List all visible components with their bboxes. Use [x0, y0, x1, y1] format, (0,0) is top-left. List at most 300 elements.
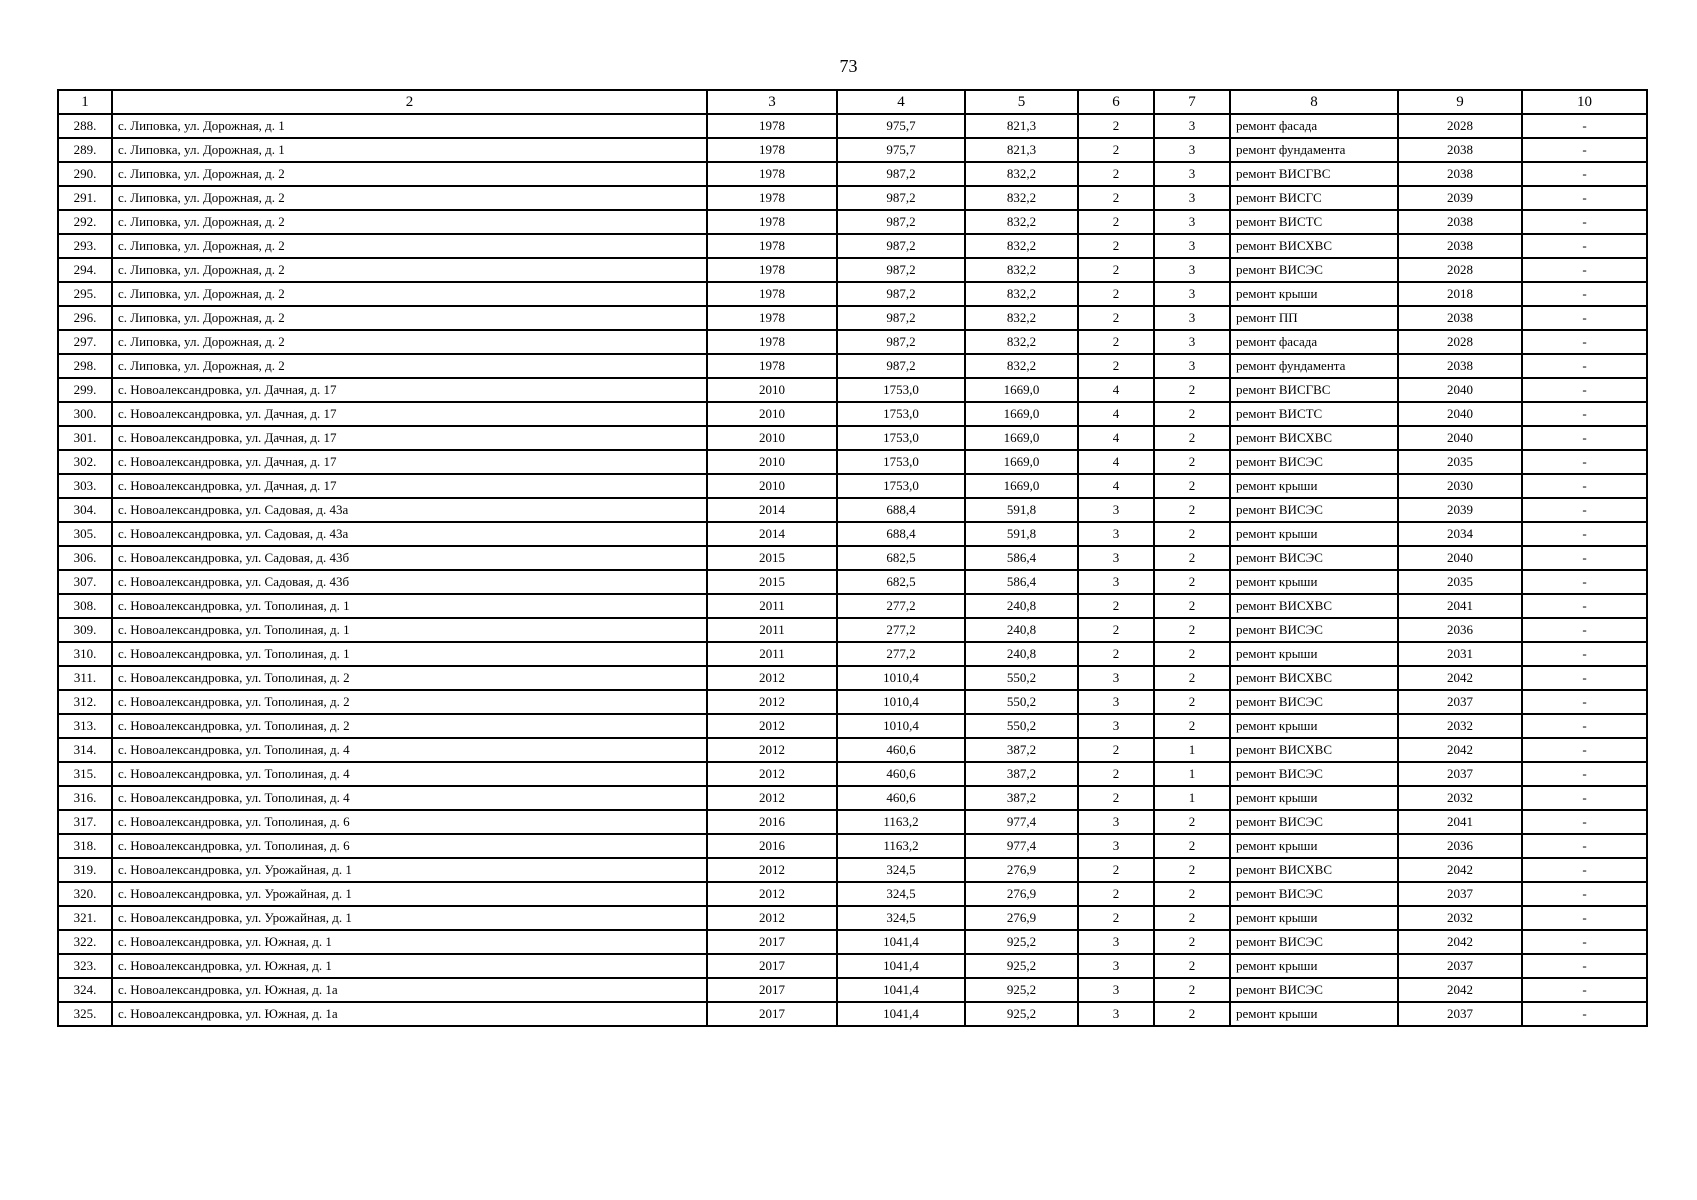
floors-cell: 4	[1078, 426, 1154, 450]
page-number: 73	[839, 56, 858, 76]
living-area-cell: 832,2	[965, 162, 1078, 186]
entrances-cell: 2	[1154, 498, 1230, 522]
table-row	[58, 210, 1647, 234]
address-cell: с. Липовка, ул. Дорожная, д. 2	[112, 306, 707, 330]
row-number-cell: 297.	[58, 330, 112, 354]
address-cell: с. Липовка, ул. Дорожная, д. 2	[112, 234, 707, 258]
note-cell: -	[1522, 258, 1647, 282]
address-cell: с. Новоалександровка, ул. Тополиная, д. 1	[112, 594, 707, 618]
planned-year-cell: 2035	[1398, 570, 1522, 594]
work-type-cell: ремонт ВИСЭС	[1230, 498, 1398, 522]
table-row	[58, 330, 1647, 354]
floors-cell: 2	[1078, 882, 1154, 906]
entrances-cell: 1	[1154, 786, 1230, 810]
column-header: 3	[707, 90, 837, 114]
entrances-cell: 3	[1154, 138, 1230, 162]
address-cell: с. Новоалександровка, ул. Тополиная, д. 2	[112, 666, 707, 690]
entrances-cell: 3	[1154, 354, 1230, 378]
note-cell: -	[1522, 210, 1647, 234]
living-area-cell: 591,8	[965, 498, 1078, 522]
entrances-cell: 2	[1154, 474, 1230, 498]
living-area-cell: 832,2	[965, 186, 1078, 210]
note-cell: -	[1522, 738, 1647, 762]
total-area-cell: 975,7	[837, 114, 965, 138]
floors-cell: 4	[1078, 378, 1154, 402]
planned-year-cell: 2038	[1398, 354, 1522, 378]
planned-year-cell: 2040	[1398, 426, 1522, 450]
work-type-cell: ремонт фасада	[1230, 114, 1398, 138]
address-cell: с. Новоалександровка, ул. Урожайная, д. 1	[112, 858, 707, 882]
table-row	[58, 714, 1647, 738]
note-cell: -	[1522, 666, 1647, 690]
planned-year-cell: 2042	[1398, 930, 1522, 954]
work-type-cell: ремонт ВИСЭС	[1230, 762, 1398, 786]
row-number-cell: 288.	[58, 114, 112, 138]
year-cell: 2012	[707, 906, 837, 930]
entrances-cell: 1	[1154, 762, 1230, 786]
entrances-cell: 2	[1154, 954, 1230, 978]
address-cell: с. Новоалександровка, ул. Садовая, д. 43б	[112, 546, 707, 570]
table-row	[58, 762, 1647, 786]
planned-year-cell: 2042	[1398, 666, 1522, 690]
planned-year-cell: 2037	[1398, 882, 1522, 906]
living-area-cell: 276,9	[965, 858, 1078, 882]
entrances-cell: 3	[1154, 282, 1230, 306]
table-row	[58, 378, 1647, 402]
planned-year-cell: 2041	[1398, 810, 1522, 834]
note-cell: -	[1522, 954, 1647, 978]
address-cell: с. Липовка, ул. Дорожная, д. 2	[112, 210, 707, 234]
address-cell: с. Новоалександровка, ул. Тополиная, д. 1	[112, 618, 707, 642]
entrances-cell: 2	[1154, 426, 1230, 450]
living-area-cell: 1669,0	[965, 402, 1078, 426]
row-number-cell: 298.	[58, 354, 112, 378]
year-cell: 2017	[707, 1002, 837, 1026]
note-cell: -	[1522, 570, 1647, 594]
note-cell: -	[1522, 186, 1647, 210]
floors-cell: 2	[1078, 594, 1154, 618]
floors-cell: 4	[1078, 450, 1154, 474]
register-table	[57, 89, 1648, 1027]
address-cell: с. Новоалександровка, ул. Тополиная, д. 1	[112, 642, 707, 666]
note-cell: -	[1522, 762, 1647, 786]
entrances-cell: 2	[1154, 906, 1230, 930]
address-cell: с. Новоалександровка, ул. Урожайная, д. 1	[112, 882, 707, 906]
living-area-cell: 925,2	[965, 978, 1078, 1002]
note-cell: -	[1522, 162, 1647, 186]
floors-cell: 3	[1078, 690, 1154, 714]
address-cell: с. Новоалександровка, ул. Тополиная, д. 4	[112, 738, 707, 762]
note-cell: -	[1522, 426, 1647, 450]
entrances-cell: 2	[1154, 402, 1230, 426]
planned-year-cell: 2040	[1398, 402, 1522, 426]
total-area-cell: 1010,4	[837, 666, 965, 690]
planned-year-cell: 2032	[1398, 906, 1522, 930]
total-area-cell: 1753,0	[837, 402, 965, 426]
living-area-cell: 1669,0	[965, 474, 1078, 498]
table-row	[58, 426, 1647, 450]
table-row	[58, 306, 1647, 330]
address-cell: с. Новоалександровка, ул. Садовая, д. 43а	[112, 498, 707, 522]
year-cell: 2012	[707, 714, 837, 738]
year-cell: 2017	[707, 930, 837, 954]
address-cell: с. Липовка, ул. Дорожная, д. 2	[112, 186, 707, 210]
note-cell: -	[1522, 906, 1647, 930]
floors-cell: 2	[1078, 114, 1154, 138]
entrances-cell: 3	[1154, 162, 1230, 186]
row-number-cell: 316.	[58, 786, 112, 810]
table-row	[58, 786, 1647, 810]
entrances-cell: 2	[1154, 570, 1230, 594]
total-area-cell: 324,5	[837, 906, 965, 930]
planned-year-cell: 2040	[1398, 378, 1522, 402]
note-cell: -	[1522, 834, 1647, 858]
note-cell: -	[1522, 354, 1647, 378]
total-area-cell: 1010,4	[837, 714, 965, 738]
work-type-cell: ремонт ВИСЭС	[1230, 810, 1398, 834]
work-type-cell: ремонт ВИСХВС	[1230, 858, 1398, 882]
column-header: 10	[1522, 90, 1647, 114]
note-cell: -	[1522, 594, 1647, 618]
living-area-cell: 832,2	[965, 282, 1078, 306]
year-cell: 2016	[707, 834, 837, 858]
note-cell: -	[1522, 978, 1647, 1002]
floors-cell: 2	[1078, 282, 1154, 306]
work-type-cell: ремонт крыши	[1230, 522, 1398, 546]
table-row	[58, 906, 1647, 930]
total-area-cell: 987,2	[837, 354, 965, 378]
entrances-cell: 2	[1154, 594, 1230, 618]
work-type-cell: ремонт крыши	[1230, 1002, 1398, 1026]
planned-year-cell: 2018	[1398, 282, 1522, 306]
floors-cell: 3	[1078, 522, 1154, 546]
table-row	[58, 690, 1647, 714]
note-cell: -	[1522, 1002, 1647, 1026]
living-area-cell: 1669,0	[965, 378, 1078, 402]
work-type-cell: ремонт ВИСХВС	[1230, 594, 1398, 618]
total-area-cell: 1753,0	[837, 426, 965, 450]
total-area-cell: 987,2	[837, 282, 965, 306]
column-header: 1	[58, 90, 112, 114]
year-cell: 2016	[707, 810, 837, 834]
table-row	[58, 834, 1647, 858]
living-area-cell: 240,8	[965, 642, 1078, 666]
note-cell: -	[1522, 690, 1647, 714]
entrances-cell: 2	[1154, 882, 1230, 906]
address-cell: с. Липовка, ул. Дорожная, д. 2	[112, 282, 707, 306]
row-number-cell: 318.	[58, 834, 112, 858]
planned-year-cell: 2042	[1398, 738, 1522, 762]
floors-cell: 3	[1078, 666, 1154, 690]
year-cell: 2010	[707, 474, 837, 498]
living-area-cell: 832,2	[965, 306, 1078, 330]
table-row	[58, 258, 1647, 282]
total-area-cell: 987,2	[837, 162, 965, 186]
floors-cell: 3	[1078, 834, 1154, 858]
total-area-cell: 460,6	[837, 738, 965, 762]
total-area-cell: 1753,0	[837, 378, 965, 402]
row-number-cell: 302.	[58, 450, 112, 474]
year-cell: 1978	[707, 114, 837, 138]
total-area-cell: 688,4	[837, 522, 965, 546]
floors-cell: 2	[1078, 738, 1154, 762]
year-cell: 2012	[707, 738, 837, 762]
living-area-cell: 1669,0	[965, 426, 1078, 450]
work-type-cell: ремонт ВИСЭС	[1230, 258, 1398, 282]
floors-cell: 2	[1078, 186, 1154, 210]
floors-cell: 2	[1078, 618, 1154, 642]
total-area-cell: 324,5	[837, 882, 965, 906]
floors-cell: 4	[1078, 474, 1154, 498]
living-area-cell: 586,4	[965, 570, 1078, 594]
total-area-cell: 987,2	[837, 234, 965, 258]
work-type-cell: ремонт фундамента	[1230, 354, 1398, 378]
entrances-cell: 2	[1154, 522, 1230, 546]
row-number-cell: 317.	[58, 810, 112, 834]
address-cell: с. Липовка, ул. Дорожная, д. 2	[112, 354, 707, 378]
total-area-cell: 1041,4	[837, 1002, 965, 1026]
planned-year-cell: 2037	[1398, 690, 1522, 714]
floors-cell: 2	[1078, 306, 1154, 330]
floors-cell: 2	[1078, 762, 1154, 786]
row-number-cell: 289.	[58, 138, 112, 162]
planned-year-cell: 2038	[1398, 306, 1522, 330]
table-row	[58, 186, 1647, 210]
floors-cell: 2	[1078, 906, 1154, 930]
year-cell: 1978	[707, 162, 837, 186]
living-area-cell: 925,2	[965, 930, 1078, 954]
entrances-cell: 2	[1154, 378, 1230, 402]
year-cell: 2011	[707, 594, 837, 618]
table-row	[58, 1002, 1647, 1026]
entrances-cell: 2	[1154, 834, 1230, 858]
address-cell: с. Новоалександровка, ул. Дачная, д. 17	[112, 402, 707, 426]
address-cell: с. Новоалександровка, ул. Дачная, д. 17	[112, 450, 707, 474]
total-area-cell: 682,5	[837, 570, 965, 594]
table-row	[58, 618, 1647, 642]
note-cell: -	[1522, 642, 1647, 666]
note-cell: -	[1522, 282, 1647, 306]
work-type-cell: ремонт ВИСГВС	[1230, 162, 1398, 186]
planned-year-cell: 2037	[1398, 954, 1522, 978]
table-row	[58, 162, 1647, 186]
entrances-cell: 3	[1154, 186, 1230, 210]
work-type-cell: ремонт ВИСХВС	[1230, 738, 1398, 762]
entrances-cell: 2	[1154, 690, 1230, 714]
total-area-cell: 987,2	[837, 306, 965, 330]
year-cell: 1978	[707, 234, 837, 258]
work-type-cell: ремонт ВИСЭС	[1230, 930, 1398, 954]
year-cell: 2010	[707, 450, 837, 474]
address-cell: с. Новоалександровка, ул. Садовая, д. 43б	[112, 570, 707, 594]
row-number-cell: 315.	[58, 762, 112, 786]
column-header: 2	[112, 90, 707, 114]
address-cell: с. Липовка, ул. Дорожная, д. 2	[112, 258, 707, 282]
year-cell: 1978	[707, 282, 837, 306]
table-row	[58, 666, 1647, 690]
floors-cell: 2	[1078, 234, 1154, 258]
planned-year-cell: 2040	[1398, 546, 1522, 570]
work-type-cell: ремонт ВИСГВС	[1230, 378, 1398, 402]
note-cell: -	[1522, 450, 1647, 474]
floors-cell: 3	[1078, 570, 1154, 594]
address-cell: с. Новоалександровка, ул. Тополиная, д. 6	[112, 810, 707, 834]
entrances-cell: 2	[1154, 978, 1230, 1002]
planned-year-cell: 2038	[1398, 210, 1522, 234]
note-cell: -	[1522, 378, 1647, 402]
floors-cell: 2	[1078, 354, 1154, 378]
floors-cell: 4	[1078, 402, 1154, 426]
planned-year-cell: 2036	[1398, 618, 1522, 642]
column-header: 8	[1230, 90, 1398, 114]
work-type-cell: ремонт ВИСТС	[1230, 210, 1398, 234]
table-row	[58, 138, 1647, 162]
note-cell: -	[1522, 306, 1647, 330]
row-number-cell: 325.	[58, 1002, 112, 1026]
work-type-cell: ремонт ВИСЭС	[1230, 546, 1398, 570]
row-number-cell: 295.	[58, 282, 112, 306]
entrances-cell: 3	[1154, 210, 1230, 234]
total-area-cell: 1163,2	[837, 834, 965, 858]
address-cell: с. Новоалександровка, ул. Урожайная, д. 1	[112, 906, 707, 930]
floors-cell: 3	[1078, 1002, 1154, 1026]
work-type-cell: ремонт крыши	[1230, 570, 1398, 594]
work-type-cell: ремонт крыши	[1230, 714, 1398, 738]
total-area-cell: 987,2	[837, 186, 965, 210]
note-cell: -	[1522, 402, 1647, 426]
table-row	[58, 522, 1647, 546]
year-cell: 1978	[707, 258, 837, 282]
total-area-cell: 1010,4	[837, 690, 965, 714]
living-area-cell: 550,2	[965, 714, 1078, 738]
entrances-cell: 2	[1154, 618, 1230, 642]
total-area-cell: 1163,2	[837, 810, 965, 834]
living-area-cell: 832,2	[965, 354, 1078, 378]
total-area-cell: 277,2	[837, 594, 965, 618]
work-type-cell: ремонт крыши	[1230, 282, 1398, 306]
year-cell: 1978	[707, 306, 837, 330]
year-cell: 2012	[707, 882, 837, 906]
year-cell: 2011	[707, 618, 837, 642]
table-row	[58, 498, 1647, 522]
floors-cell: 2	[1078, 258, 1154, 282]
living-area-cell: 387,2	[965, 762, 1078, 786]
row-number-cell: 324.	[58, 978, 112, 1002]
total-area-cell: 987,2	[837, 258, 965, 282]
address-cell: с. Новоалександровка, ул. Тополиная, д. 6	[112, 834, 707, 858]
row-number-cell: 321.	[58, 906, 112, 930]
planned-year-cell: 2038	[1398, 162, 1522, 186]
planned-year-cell: 2030	[1398, 474, 1522, 498]
entrances-cell: 3	[1154, 234, 1230, 258]
floors-cell: 2	[1078, 786, 1154, 810]
year-cell: 2014	[707, 522, 837, 546]
year-cell: 2017	[707, 978, 837, 1002]
living-area-cell: 240,8	[965, 618, 1078, 642]
living-area-cell: 832,2	[965, 258, 1078, 282]
note-cell: -	[1522, 474, 1647, 498]
table-row	[58, 570, 1647, 594]
row-number-cell: 300.	[58, 402, 112, 426]
note-cell: -	[1522, 714, 1647, 738]
entrances-cell: 2	[1154, 642, 1230, 666]
note-cell: -	[1522, 498, 1647, 522]
living-area-cell: 977,4	[965, 834, 1078, 858]
total-area-cell: 682,5	[837, 546, 965, 570]
table-row	[58, 594, 1647, 618]
row-number-cell: 313.	[58, 714, 112, 738]
table-body	[58, 114, 1647, 1026]
row-number-cell: 312.	[58, 690, 112, 714]
total-area-cell: 688,4	[837, 498, 965, 522]
address-cell: с. Липовка, ул. Дорожная, д. 1	[112, 138, 707, 162]
floors-cell: 2	[1078, 642, 1154, 666]
year-cell: 2010	[707, 378, 837, 402]
row-number-cell: 292.	[58, 210, 112, 234]
planned-year-cell: 2037	[1398, 1002, 1522, 1026]
address-cell: с. Липовка, ул. Дорожная, д. 2	[112, 162, 707, 186]
floors-cell: 3	[1078, 978, 1154, 1002]
total-area-cell: 277,2	[837, 642, 965, 666]
table-row	[58, 810, 1647, 834]
living-area-cell: 832,2	[965, 330, 1078, 354]
column-header: 5	[965, 90, 1078, 114]
planned-year-cell: 2039	[1398, 186, 1522, 210]
table-row	[58, 114, 1647, 138]
note-cell: -	[1522, 522, 1647, 546]
row-number-cell: 308.	[58, 594, 112, 618]
work-type-cell: ремонт ПП	[1230, 306, 1398, 330]
living-area-cell: 586,4	[965, 546, 1078, 570]
living-area-cell: 925,2	[965, 1002, 1078, 1026]
planned-year-cell: 2032	[1398, 714, 1522, 738]
year-cell: 2017	[707, 954, 837, 978]
floors-cell: 2	[1078, 210, 1154, 234]
table-header-row	[58, 90, 1647, 114]
table-row	[58, 546, 1647, 570]
total-area-cell: 1753,0	[837, 474, 965, 498]
total-area-cell: 460,6	[837, 786, 965, 810]
living-area-cell: 276,9	[965, 882, 1078, 906]
entrances-cell: 2	[1154, 666, 1230, 690]
address-cell: с. Новоалександровка, ул. Тополиная, д. 4	[112, 786, 707, 810]
living-area-cell: 832,2	[965, 210, 1078, 234]
table-row	[58, 234, 1647, 258]
planned-year-cell: 2041	[1398, 594, 1522, 618]
row-number-cell: 296.	[58, 306, 112, 330]
year-cell: 1978	[707, 210, 837, 234]
address-cell: с. Новоалександровка, ул. Южная, д. 1а	[112, 978, 707, 1002]
work-type-cell: ремонт ВИСЭС	[1230, 978, 1398, 1002]
row-number-cell: 305.	[58, 522, 112, 546]
total-area-cell: 1041,4	[837, 930, 965, 954]
year-cell: 2012	[707, 690, 837, 714]
address-cell: с. Новоалександровка, ул. Тополиная, д. 2	[112, 690, 707, 714]
row-number-cell: 290.	[58, 162, 112, 186]
address-cell: с. Липовка, ул. Дорожная, д. 2	[112, 330, 707, 354]
floors-cell: 3	[1078, 954, 1154, 978]
work-type-cell: ремонт крыши	[1230, 786, 1398, 810]
row-number-cell: 294.	[58, 258, 112, 282]
table-row	[58, 930, 1647, 954]
work-type-cell: ремонт ВИСЭС	[1230, 690, 1398, 714]
living-area-cell: 977,4	[965, 810, 1078, 834]
table-row	[58, 858, 1647, 882]
floors-cell: 3	[1078, 810, 1154, 834]
row-number-cell: 322.	[58, 930, 112, 954]
floors-cell: 2	[1078, 858, 1154, 882]
column-header: 9	[1398, 90, 1522, 114]
